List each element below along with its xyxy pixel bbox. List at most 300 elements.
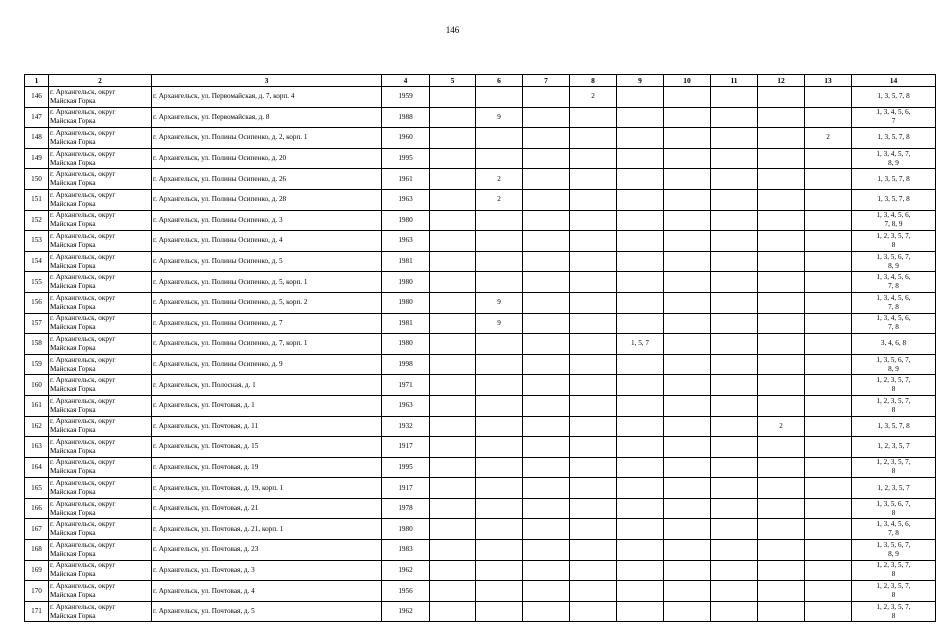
col14-cell [852,231,936,252]
col12-cell [758,334,805,355]
col11-cell [711,231,758,252]
col13-cell [805,540,852,561]
col11-cell [711,128,758,149]
col14-line: 7, 8 [888,529,899,538]
district-cell [49,107,152,128]
district-cell [49,437,152,458]
row-number-cell: 156 [25,292,49,313]
col7-cell [523,189,570,210]
col6-cell [476,231,523,252]
col11-cell [711,107,758,128]
col5-cell [430,334,476,355]
col14-line: 1, 2, 3, 5, 7, [876,396,911,405]
col10-cell [664,148,711,169]
col14-line: 1, 3, 4, 5, 7, [876,149,911,158]
col9-cell [617,457,664,478]
col7-cell [523,251,570,272]
col5-cell [430,375,476,396]
col9-cell [617,210,664,231]
col11-cell [711,189,758,210]
year-cell: 1981 [382,313,430,334]
year-cell: 1980 [382,519,430,540]
row-number-cell: 149 [25,148,49,169]
address-cell: г. Архангельск, ул. Почтовая, д. 21, корп. 1 [152,519,382,540]
col12-cell [758,354,805,375]
district-line: г. Архангельск, округ [50,252,116,261]
col8-cell [570,437,617,458]
col6-cell [476,87,523,108]
col8-cell [570,560,617,581]
table-row [25,601,936,622]
district-line: Майская Горка [50,343,96,352]
col14-line: 1, 3, 5, 6, 7, [876,252,911,261]
row-number-cell: 161 [25,395,49,416]
col13-cell [805,437,852,458]
col7-cell [523,478,570,499]
col12-cell [758,272,805,293]
district-line: Майская Горка [50,364,96,373]
district-line: г. Архангельск, округ [50,376,116,385]
col11-cell [711,292,758,313]
col13-cell [805,375,852,396]
col14-cell [852,581,936,602]
col11-cell [711,478,758,499]
district-line: Майская Горка [50,529,96,538]
col10-cell [664,292,711,313]
col6-cell [476,354,523,375]
year-cell: 1956 [382,581,430,602]
col14-cell [852,437,936,458]
district-cell [49,498,152,519]
col7-cell [523,272,570,293]
year-cell: 1963 [382,395,430,416]
col14-cell [852,313,936,334]
row-number-cell: 160 [25,375,49,396]
year-cell: 1961 [382,169,430,190]
col5-cell [430,581,476,602]
col7-cell [523,128,570,149]
col14-cell [852,395,936,416]
district-cell [49,395,152,416]
year-cell: 1959 [382,87,430,108]
col12-cell [758,437,805,458]
row-number-cell: 170 [25,581,49,602]
col6-cell [476,601,523,622]
col6-cell [476,437,523,458]
district-line: Майская Горка [50,282,96,291]
district-line: Майская Горка [50,467,96,476]
col9-cell [617,498,664,519]
col14-line: 1, 2, 3, 5, 7, [876,602,911,611]
col5-cell [430,231,476,252]
col12-cell [758,375,805,396]
col7-cell [523,87,570,108]
col8-cell [570,334,617,355]
col9-cell [617,581,664,602]
col9-cell [617,231,664,252]
col12-cell [758,498,805,519]
col6-cell: 9 [476,313,523,334]
col11-cell [711,313,758,334]
table-header-row [25,75,936,87]
col14-line: 3, 4, 6, 8 [880,339,907,348]
col5-cell [430,478,476,499]
row-number-cell: 159 [25,354,49,375]
district-line: Майская Горка [50,179,96,188]
col14-line: 1, 2, 3, 5, 7, [876,231,911,240]
col13-cell [805,107,852,128]
district-cell [49,519,152,540]
col5-cell [430,498,476,519]
col9-cell [617,313,664,334]
col10-cell [664,189,711,210]
col6-cell [476,498,523,519]
column-header: 7 [523,75,570,87]
col8-cell [570,231,617,252]
col14-cell [852,457,936,478]
address-cell: г. Архангельск, ул. Полины Осипенко, д. 3 [152,210,382,231]
row-number-cell: 162 [25,416,49,437]
col9-cell [617,416,664,437]
col13-cell [805,519,852,540]
district-line: Майская Горка [50,446,96,455]
col6-cell [476,519,523,540]
column-header: 4 [382,75,430,87]
district-cell [49,354,152,375]
col5-cell [430,169,476,190]
address-cell: г. Архангельск, ул. Полины Осипенко, д. 5, корп. 1 [152,272,382,293]
district-line: г. Архангельск, округ [50,479,116,488]
col14-cell [852,169,936,190]
col7-cell [523,437,570,458]
address-cell: г. Архангельск, ул. Почтовая, д. 19 [152,457,382,478]
table-row [25,128,936,149]
column-header: 9 [617,75,664,87]
table-row [25,87,936,108]
district-cell [49,313,152,334]
col5-cell [430,210,476,231]
col9-cell [617,292,664,313]
col6-cell [476,148,523,169]
col9-cell [617,107,664,128]
col5-cell [430,540,476,561]
district-cell [49,189,152,210]
col7-cell [523,395,570,416]
col14-line: 8 [891,591,896,600]
col13-cell [805,354,852,375]
address-cell: г. Архангельск, ул. Почтовая, д. 1 [152,395,382,416]
col11-cell [711,210,758,231]
col8-cell [570,128,617,149]
table-row [25,334,936,355]
district-cell [49,210,152,231]
year-cell: 1963 [382,189,430,210]
col11-cell [711,334,758,355]
col14-line: 8, 9 [888,158,899,167]
col7-cell [523,375,570,396]
col12-cell [758,519,805,540]
col12-cell: 2 [758,416,805,437]
year-cell: 1962 [382,560,430,581]
district-line: г. Архангельск, округ [50,273,116,282]
col9-cell [617,189,664,210]
col10-cell [664,354,711,375]
col5-cell [430,313,476,334]
district-line: Майская Горка [50,426,96,435]
col10-cell [664,210,711,231]
col14-line: 8 [891,405,896,414]
col12-cell [758,560,805,581]
district-line: Майская Горка [50,137,96,146]
district-cell [49,478,152,499]
col8-cell [570,478,617,499]
col11-cell [711,416,758,437]
address-cell: г. Архангельск, ул. Полины Осипенко, д. 5 [152,251,382,272]
column-header: 3 [152,75,382,87]
col12-cell [758,395,805,416]
col14-line: 8 [891,570,896,579]
district-cell [49,148,152,169]
col10-cell [664,334,711,355]
district-cell [49,416,152,437]
address-cell: г. Архангельск, ул. Почтовая, д. 21 [152,498,382,519]
col13-cell [805,478,852,499]
col6-cell [476,560,523,581]
col11-cell [711,498,758,519]
row-number-cell: 166 [25,498,49,519]
table-row [25,272,936,293]
district-line: Майская Горка [50,117,96,126]
col6-cell [476,395,523,416]
col5-cell [430,416,476,437]
col9-cell: 1, 5, 7 [617,334,664,355]
table-row [25,148,936,169]
district-cell [49,128,152,149]
col7-cell [523,498,570,519]
col5-cell [430,601,476,622]
col7-cell [523,581,570,602]
col11-cell [711,375,758,396]
row-number-cell: 151 [25,189,49,210]
col14-line: 8, 9 [888,261,899,270]
district-line: г. Архангельск, округ [50,314,116,323]
address-cell: г. Архангельск, ул. Почтовая, д. 5 [152,601,382,622]
table-row [25,478,936,499]
year-cell: 1983 [382,540,430,561]
table-row [25,354,936,375]
col6-cell [476,128,523,149]
col14-line: 1, 3, 4, 5, 6, [876,293,911,302]
district-line: г. Архангельск, округ [50,437,116,446]
col14-line: 1, 3, 5, 6, 7, [876,355,911,364]
col7-cell [523,560,570,581]
district-line: г. Архангельск, округ [50,417,116,426]
col13-cell [805,272,852,293]
col14-line: 7, 8 [888,282,899,291]
table-row [25,498,936,519]
col5-cell [430,189,476,210]
year-cell: 1995 [382,457,430,478]
district-line: Майская Горка [50,96,96,105]
district-line: г. Архангельск, округ [50,396,116,405]
col14-cell [852,128,936,149]
table-row [25,375,936,396]
col5-cell [430,457,476,478]
col14-line: 1, 3, 5, 7, 8 [877,133,910,142]
col14-cell [852,107,936,128]
col8-cell [570,210,617,231]
district-line: г. Архангельск, округ [50,582,116,591]
col14-line: 1, 3, 5, 6, 7, [876,499,911,508]
row-number-cell: 147 [25,107,49,128]
col7-cell [523,540,570,561]
address-cell: г. Архангельск, ул. Почтовая, д. 15 [152,437,382,458]
col14-cell [852,601,936,622]
page-number: 146 [445,25,460,35]
col11-cell [711,457,758,478]
col8-cell [570,519,617,540]
col6-cell: 2 [476,189,523,210]
district-cell [49,560,152,581]
col9-cell [617,540,664,561]
district-line: Майская Горка [50,158,96,167]
col8-cell [570,169,617,190]
address-cell: г. Архангельск, ул. Полины Осипенко, д. 28 [152,189,382,210]
col11-cell [711,354,758,375]
col10-cell [664,87,711,108]
column-header: 8 [570,75,617,87]
table-row [25,560,936,581]
col11-cell [711,519,758,540]
col9-cell [617,354,664,375]
address-cell: г. Архангельск, ул. Полосная, д. 1 [152,375,382,396]
district-line: Майская Горка [50,611,96,620]
col10-cell [664,478,711,499]
table-row [25,457,936,478]
col14-cell [852,478,936,499]
col7-cell [523,313,570,334]
column-header: 6 [476,75,523,87]
col8-cell [570,540,617,561]
row-number-cell: 169 [25,560,49,581]
address-cell: г. Архангельск, ул. Полины Осипенко, д. 9 [152,354,382,375]
col14-cell [852,87,936,108]
col8-cell [570,601,617,622]
col6-cell [476,416,523,437]
col6-cell [476,210,523,231]
col9-cell [617,169,664,190]
col10-cell [664,272,711,293]
col6-cell: 9 [476,292,523,313]
table-row [25,519,936,540]
year-cell: 1917 [382,478,430,499]
col14-line: 7, 8 [888,302,899,311]
col9-cell [617,251,664,272]
address-cell: г. Архангельск, ул. Полины Осипенко, д. 5, корп. 2 [152,292,382,313]
district-cell [49,375,152,396]
table-body [25,87,936,622]
table-row [25,251,936,272]
address-cell: г. Архангельск, ул. Полины Осипенко, д. 2, корп. 1 [152,128,382,149]
district-line: Майская Горка [50,199,96,208]
col8-cell [570,354,617,375]
col13-cell [805,498,852,519]
col13-cell [805,210,852,231]
col10-cell [664,601,711,622]
column-header: 12 [758,75,805,87]
address-cell: г. Архангельск, ул. Полины Осипенко, д. 4 [152,231,382,252]
col11-cell [711,395,758,416]
row-number-cell: 158 [25,334,49,355]
row-number-cell: 150 [25,169,49,190]
district-cell [49,87,152,108]
column-header: 1 [25,75,49,87]
col14-cell [852,334,936,355]
district-cell [49,457,152,478]
col14-line: 1, 2, 3, 5, 7, [876,582,911,591]
table-row [25,189,936,210]
col14-line: 7, 8, 9 [884,220,903,229]
col12-cell [758,231,805,252]
col5-cell [430,395,476,416]
col6-cell [476,375,523,396]
district-line: Майская Горка [50,302,96,311]
col7-cell [523,601,570,622]
district-line: Майская Горка [50,570,96,579]
col14-line: 1, 2, 3, 5, 7, [876,376,911,385]
col14-line: 1, 3, 4, 5, 6, [876,211,911,220]
col14-line: 1, 3, 4, 5, 6, [876,108,911,117]
col5-cell [430,560,476,581]
col13-cell [805,189,852,210]
col8-cell [570,395,617,416]
table-row [25,292,936,313]
col10-cell [664,107,711,128]
col10-cell [664,437,711,458]
address-cell: г. Архангельск, ул. Полины Осипенко, д. 7 [152,313,382,334]
col12-cell [758,189,805,210]
district-line: Майская Горка [50,240,96,249]
col12-cell [758,107,805,128]
col9-cell [617,601,664,622]
col7-cell [523,457,570,478]
column-header: 13 [805,75,852,87]
col14-line: 7 [891,117,896,126]
col14-cell [852,148,936,169]
row-number-cell: 148 [25,128,49,149]
district-line: г. Архангельск, округ [50,190,116,199]
col11-cell [711,560,758,581]
year-cell: 1980 [382,334,430,355]
year-cell: 1962 [382,601,430,622]
column-header: 14 [852,75,936,87]
row-number-cell: 152 [25,210,49,231]
address-cell: г. Архангельск, ул. Полины Осипенко, д. 7, корп. 1 [152,334,382,355]
district-line: Майская Горка [50,405,96,414]
address-cell: г. Архангельск, ул. Первомайская, д. 7, корп. 4 [152,87,382,108]
col13-cell [805,292,852,313]
year-cell: 1981 [382,251,430,272]
col8-cell: 2 [570,87,617,108]
address-cell: г. Архангельск, ул. Полины Осипенко, д. 26 [152,169,382,190]
col9-cell [617,87,664,108]
col12-cell [758,210,805,231]
col8-cell [570,313,617,334]
col14-cell [852,416,936,437]
address-cell: г. Архангельск, ул. Полины Осипенко, д. 20 [152,148,382,169]
col6-cell [476,251,523,272]
register-table [24,74,936,622]
